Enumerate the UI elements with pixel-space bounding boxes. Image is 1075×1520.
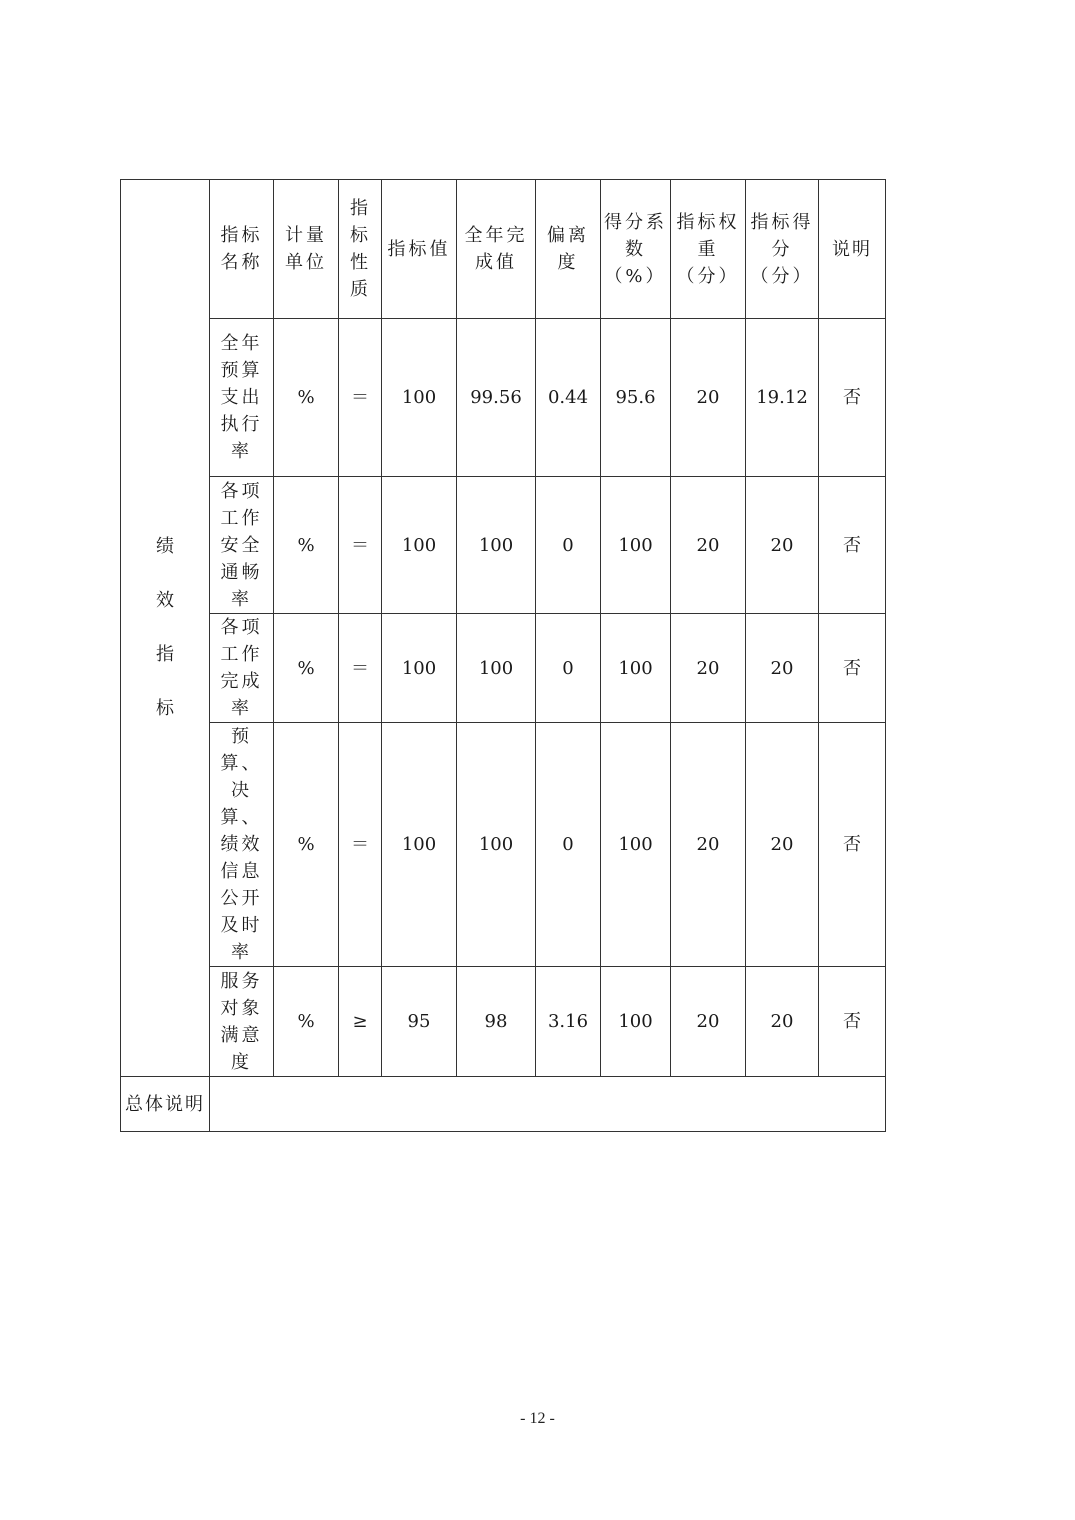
coefficient-cell: 100: [601, 723, 671, 967]
header-unit: 计量单位: [274, 180, 339, 319]
summary-row: [121, 1077, 886, 1132]
unit-cell: %: [274, 614, 339, 723]
header-deviation: 偏离度: [536, 180, 601, 319]
unit-cell: %: [274, 477, 339, 614]
score-cell: 20: [746, 723, 819, 967]
table-row: [121, 319, 886, 477]
header-row: [121, 180, 886, 319]
deviation-cell: 3.16: [536, 967, 601, 1077]
target-cell: 100: [382, 723, 457, 967]
page-number: - 12 -: [520, 1410, 555, 1427]
actual-cell: 99.56: [457, 319, 536, 477]
note-cell: 否: [819, 614, 886, 723]
note-cell: 否: [819, 477, 886, 614]
target-cell: 100: [382, 614, 457, 723]
score-cell: 19.12: [746, 319, 819, 477]
summary-label: 总体说明: [121, 1077, 210, 1132]
unit-cell: %: [274, 967, 339, 1077]
header-note: 说明: [819, 180, 886, 319]
indicator-name: 各项工作完成率: [210, 614, 274, 723]
actual-cell: 98: [457, 967, 536, 1077]
indicator-name: 全年预算支出执行率: [210, 319, 274, 477]
target-cell: 95: [382, 967, 457, 1077]
nature-cell: ≥: [339, 967, 382, 1077]
weight-cell: 20: [671, 477, 746, 614]
target-cell: 100: [382, 477, 457, 614]
note-cell: 否: [819, 319, 886, 477]
nature-cell: ＝: [339, 723, 382, 967]
table-row: [121, 477, 886, 614]
note-cell: 否: [819, 967, 886, 1077]
coefficient-cell: 100: [601, 967, 671, 1077]
weight-cell: 20: [671, 967, 746, 1077]
score-cell: 20: [746, 614, 819, 723]
header-indicator-name: 指标名称: [210, 180, 274, 319]
section-label-cell: [121, 180, 210, 1077]
header-score: 指标得分（分）: [746, 180, 819, 319]
coefficient-cell: 95.6: [601, 319, 671, 477]
coefficient-cell: 100: [601, 614, 671, 723]
score-cell: 20: [746, 477, 819, 614]
header-score-coefficient: 得分系数（%）: [601, 180, 671, 319]
indicator-name: 各项工作安全通畅率: [210, 477, 274, 614]
note-cell: 否: [819, 723, 886, 967]
weight-cell: 20: [671, 723, 746, 967]
deviation-cell: 0: [536, 477, 601, 614]
performance-indicator-table: [120, 179, 886, 1132]
table-row: [121, 614, 886, 723]
nature-cell: ＝: [339, 319, 382, 477]
weight-cell: 20: [671, 614, 746, 723]
target-cell: 100: [382, 319, 457, 477]
unit-cell: %: [274, 723, 339, 967]
score-cell: 20: [746, 967, 819, 1077]
header-nature: 指标性质: [339, 180, 382, 319]
header-actual-value: 全年完成值: [457, 180, 536, 319]
actual-cell: 100: [457, 723, 536, 967]
unit-cell: %: [274, 319, 339, 477]
actual-cell: 100: [457, 614, 536, 723]
indicator-name: 服务对象满意度: [210, 967, 274, 1077]
indicator-name: 预算、决算、绩效信息公开及时率: [210, 723, 274, 967]
deviation-cell: 0: [536, 723, 601, 967]
table-row: [121, 967, 886, 1077]
coefficient-cell: 100: [601, 477, 671, 614]
deviation-cell: 0: [536, 614, 601, 723]
nature-cell: ＝: [339, 477, 382, 614]
header-weight: 指标权重（分）: [671, 180, 746, 319]
summary-content: [210, 1077, 886, 1132]
table-row: [121, 723, 886, 967]
section-label: 绩效指标: [156, 536, 174, 719]
nature-cell: ＝: [339, 614, 382, 723]
actual-cell: 100: [457, 477, 536, 614]
weight-cell: 20: [671, 319, 746, 477]
header-target-value: 指标值: [382, 180, 457, 319]
deviation-cell: 0.44: [536, 319, 601, 477]
